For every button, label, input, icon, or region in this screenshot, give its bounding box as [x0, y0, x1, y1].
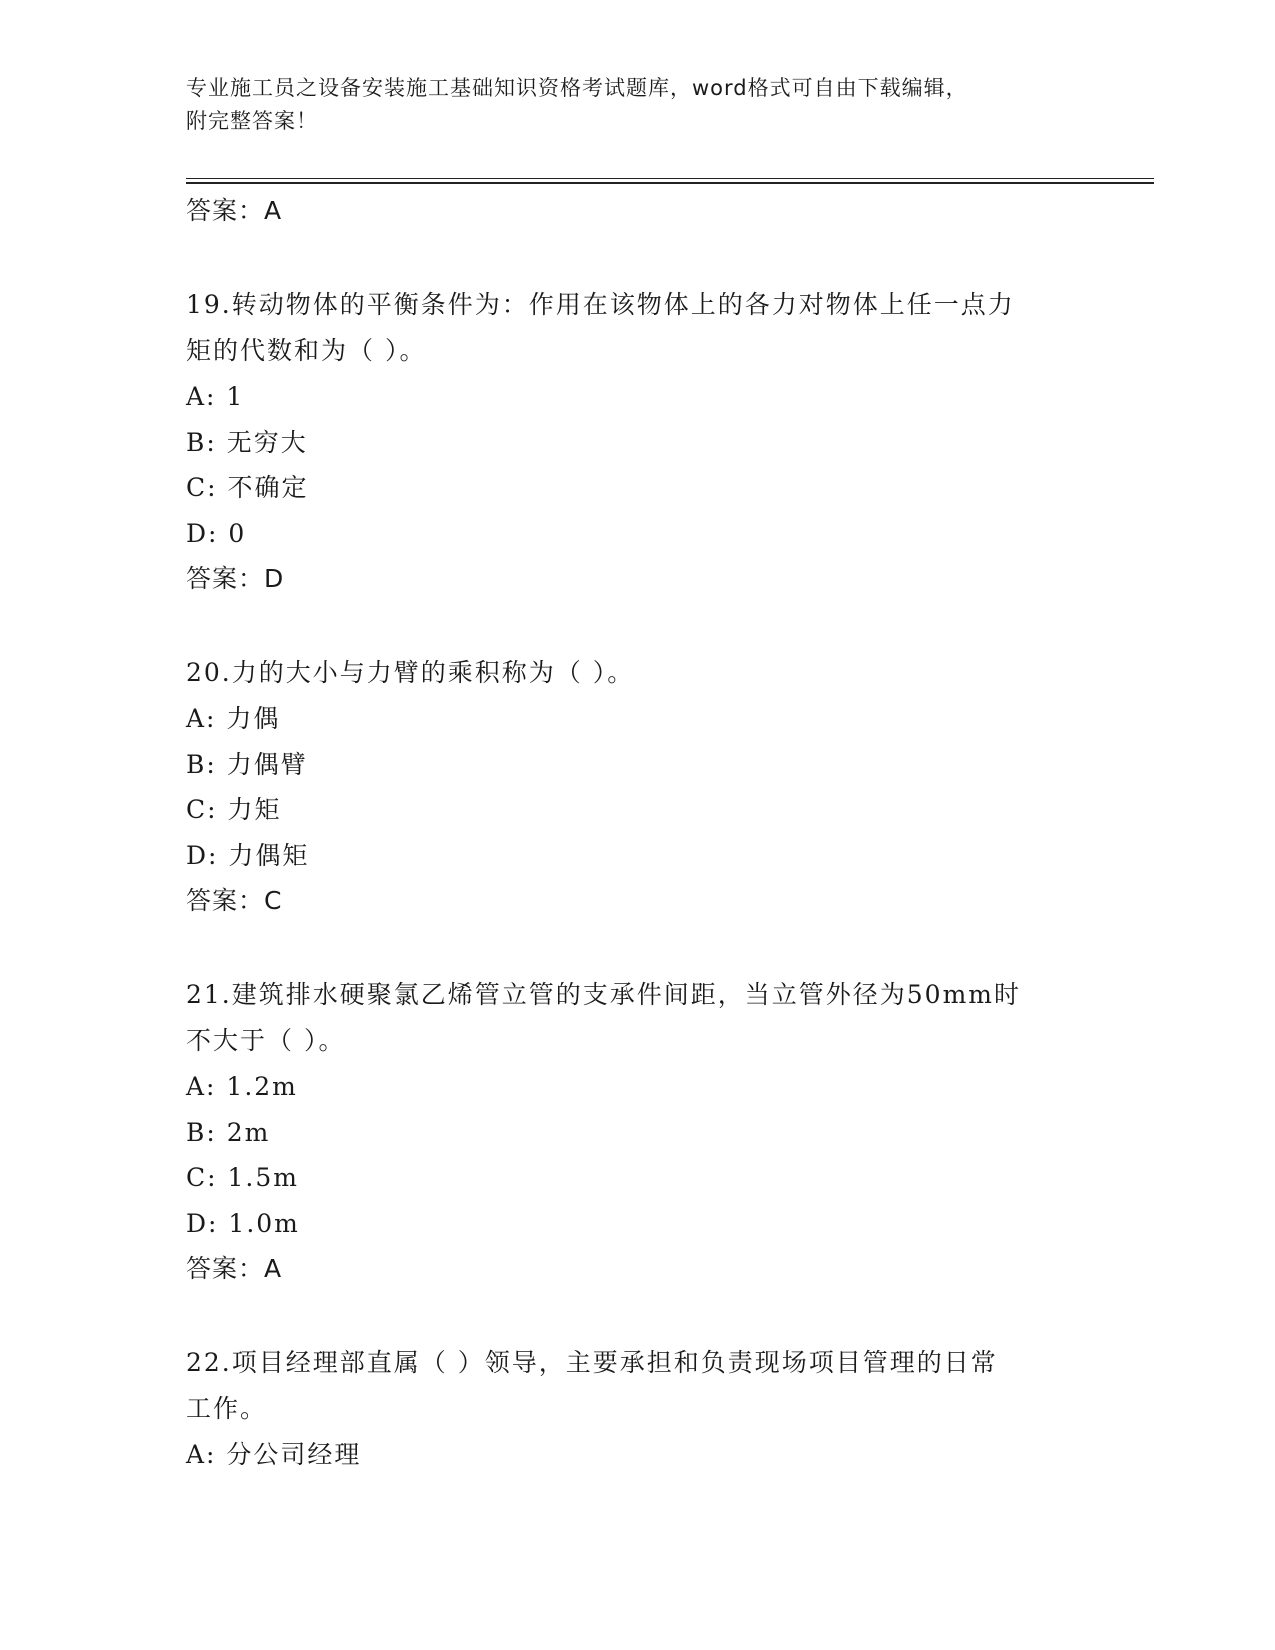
- option-a: A: 1: [186, 382, 245, 411]
- option-d: D: 0: [186, 518, 247, 548]
- previous-answer: 答案：A: [186, 196, 283, 225]
- option-a: A: 1.2m: [186, 1072, 298, 1101]
- question-text-line-1: 19.转动物体的平衡条件为：作用在该物体上的各力对物体上任一点力: [186, 290, 1015, 319]
- question-19: [186, 282, 1086, 602]
- option-d: D: 力偶矩: [186, 840, 310, 870]
- question-text-line-1: 20.力的大小与力臂的乘积称为（ ）。: [186, 658, 635, 687]
- header-line-2: 附完整答案！: [186, 109, 318, 133]
- option-b: B: 力偶臂: [186, 749, 308, 779]
- option-c: C: 不确定: [186, 473, 309, 502]
- header-line-1: 专业施工员之设备安装施工基础知识资格考试题库，word格式可自由下载编辑，: [186, 76, 968, 100]
- question-content: [186, 188, 1086, 1526]
- option-b: B: 2m: [186, 1117, 271, 1147]
- header-divider-thin: [186, 178, 1154, 179]
- answer: 答案：D: [186, 564, 285, 593]
- question-21: [186, 972, 1086, 1292]
- answer: 答案：C: [186, 886, 283, 915]
- question-22: [186, 1340, 1086, 1478]
- question-text-line-2: 工作。: [186, 1394, 268, 1423]
- option-b: B: 无穷大: [186, 427, 308, 457]
- header-divider-thick: [186, 182, 1154, 184]
- option-d: D: 1.0m: [186, 1208, 300, 1238]
- question-20: [186, 650, 1086, 924]
- question-text-line-1: 21.建筑排水硬聚氯乙烯管立管的支承件间距，当立管外径为50mm时: [186, 980, 1021, 1009]
- option-a: A: 分公司经理: [186, 1440, 362, 1469]
- question-text-line-2: 不大于（ ）。: [186, 1026, 346, 1055]
- document-header: [186, 72, 1066, 138]
- option-c: C: 力矩: [186, 795, 282, 824]
- question-text-line-2: 矩的代数和为（ ）。: [186, 336, 427, 365]
- question-text-line-1: 22.项目经理部直属（ ）领导，主要承担和负责现场项目管理的日常: [186, 1348, 998, 1377]
- answer: 答案：A: [186, 1254, 283, 1283]
- option-c: C: 1.5m: [186, 1163, 299, 1192]
- option-a: A: 力偶: [186, 704, 281, 733]
